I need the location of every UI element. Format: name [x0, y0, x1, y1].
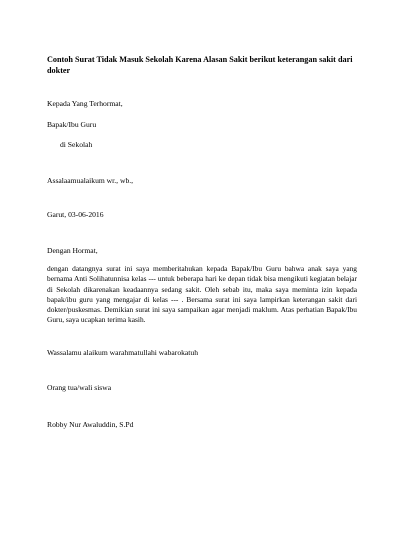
- place-date: Garut, 03-06-2016: [47, 210, 104, 219]
- recipient-line-3: di Sekolah: [60, 140, 93, 149]
- closing-greeting: Wassalamu alaikum warahmatullahi wabarokatuh: [47, 348, 198, 357]
- recipient-line-1: Kepada Yang Terhormat,: [47, 99, 123, 108]
- body-paragraph: dengan datangnya surat ini saya memberitahukan kepada Bapak/Ibu Guru bahwa anak saya yang bernama Anti Solihatunnisa kelas --- untuk beberapa hari ke depan tidak bisa mengikuti kegiatan belajar di Sekolah dikarenakan keadaannya sedang sakit. Oleh sebab itu, maka saya meminta izin kepada bapak/ibu guru yang mengajar di kelas --- . Bersama surat ini saya lampirkan keterangan sakit dari dokter/puskesmas. Demikian surat ini saya sampaikan agar menjadi maklum. Atas perhatian Bapak/Ibu Guru, saya ucapkan terima kasih.: [47, 264, 357, 325]
- recipient-line-2: Bapak/Ibu Guru: [47, 120, 97, 129]
- salutation: Dengan Hormat,: [47, 246, 98, 255]
- signer-role: Orang tua/wali siswa: [47, 383, 112, 392]
- letter-title: Contoh Surat Tidak Masuk Sekolah Karena Alasan Sakit berikut keterangan sakit dari dokter: [47, 55, 353, 75]
- opening-greeting: Assalaamualaikum wr., wb.,: [47, 176, 134, 185]
- signer-name: Robby Nur Awaluddin, S.Pd: [47, 420, 134, 429]
